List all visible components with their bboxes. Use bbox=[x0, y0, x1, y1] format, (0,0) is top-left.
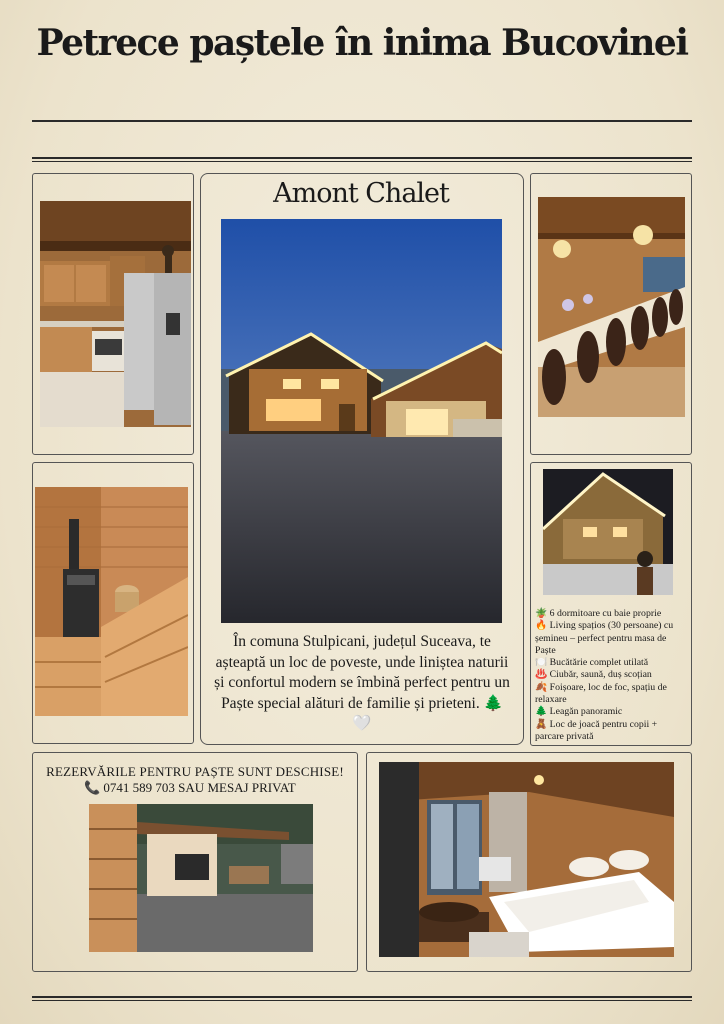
kitchen-photo bbox=[40, 201, 191, 427]
second-divider-thin bbox=[32, 161, 692, 162]
amenity-item: 🌲 Leagăn panoramic bbox=[535, 706, 623, 718]
chalet-name: Amont Chalet bbox=[273, 178, 449, 209]
amenity-item: 🔥 Living spațios (30 persoane) cu șemineu – perfect pentru masa de Paște bbox=[535, 620, 674, 656]
bottom-divider bbox=[32, 996, 692, 998]
amenity-item: 🍂 Foișoare, loc de foc, spațiu de relaxare bbox=[535, 681, 667, 706]
chalet-exterior-photo bbox=[221, 219, 502, 623]
amenity-item: 🧸 Loc de joacă pentru copii + parcare privată bbox=[535, 718, 658, 742]
gazebo-photo bbox=[89, 804, 313, 952]
reservation-headline: REZERVĂRILE PENTRU PAȘTE SUNT DESCHISE! bbox=[46, 764, 344, 779]
amenity-item: ♨️ Ciubăr, saună, duș scoțian bbox=[535, 669, 652, 681]
amenities-list bbox=[535, 608, 687, 743]
bottom-divider-thin bbox=[32, 1000, 692, 1001]
chalet-description: În comuna Stulpicani, județul Suceava, te așteaptă un loc de poveste, unde liniștea naturii și confortul modern se îmbină perfect pentru un Paște special alături de familie și prieteni. 🌲🤍 bbox=[214, 633, 510, 732]
amenity-item: 🍽️ Bucătărie complet utilată bbox=[535, 657, 649, 669]
amenity-item: 🪴 6 dormitoare cu baie proprie bbox=[535, 608, 662, 619]
page-title: Petrece paștele în inima Bucovinei bbox=[36, 22, 688, 64]
top-divider bbox=[32, 120, 692, 122]
reservation-notice bbox=[34, 764, 356, 796]
bedroom-photo bbox=[379, 762, 674, 957]
sauna-photo bbox=[35, 487, 188, 716]
dining-room-photo bbox=[538, 197, 685, 417]
chalet-winter-photo bbox=[543, 469, 673, 595]
second-divider bbox=[32, 157, 692, 159]
reservation-phone: 📞 0741 589 703 SAU MESAJ PRIVAT bbox=[84, 780, 296, 795]
